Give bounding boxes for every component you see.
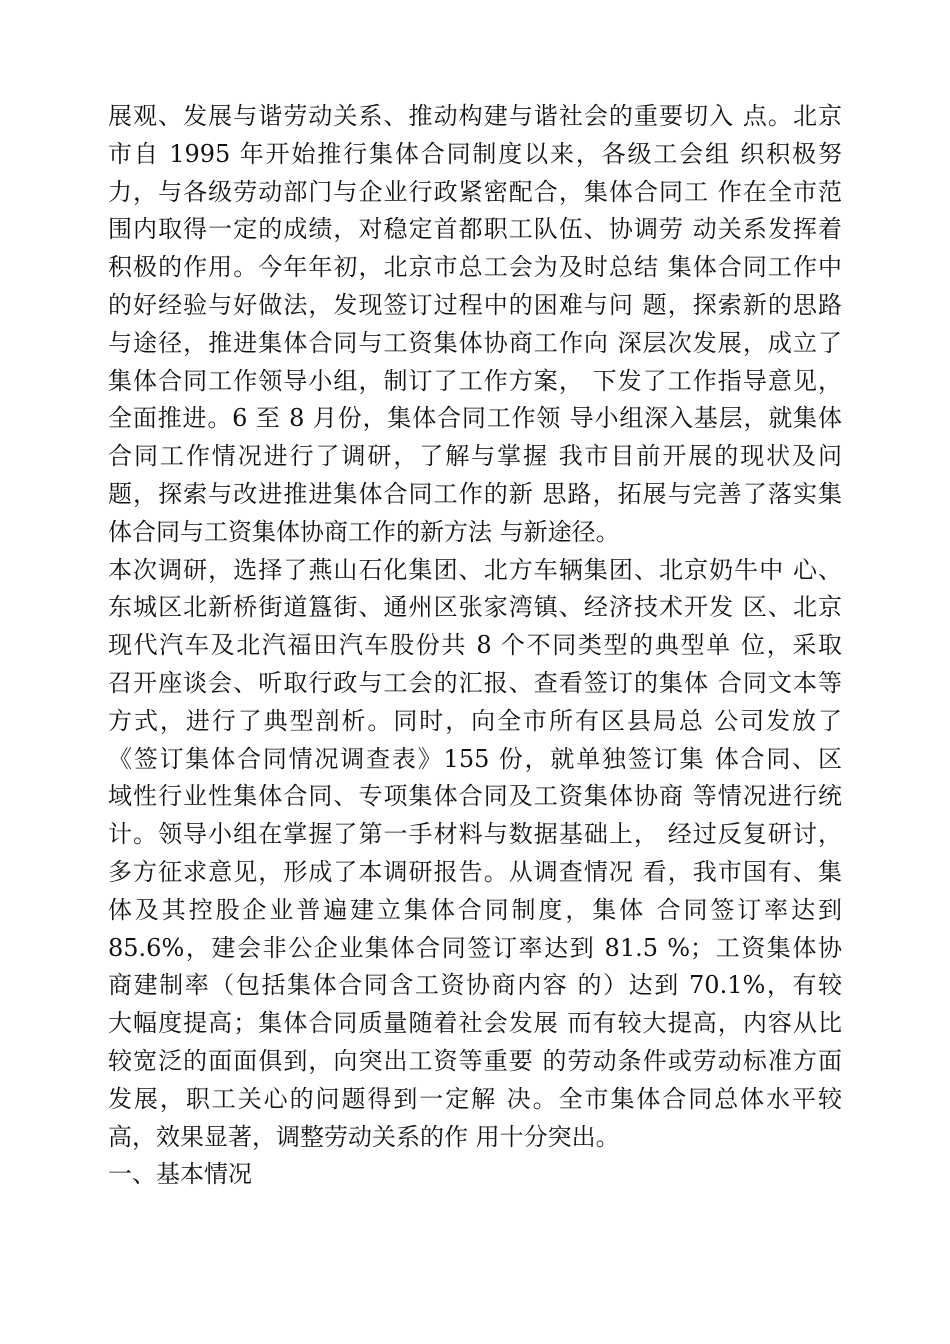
- text-line: 体及其控股企业普遍建立集体合同制度，集体 合同签订率达到: [108, 895, 842, 924]
- text-line: 发展，职工关心的问题得到一定解 决。全市集体合同总体水平较: [108, 1084, 842, 1113]
- text-line: 85.6%，建会非公企业集体合同签订率达到 81.5 %；工资集体协: [108, 933, 842, 962]
- text-line: 题，探索与改进推进集体合同工作的新 思路，拓展与完善了落实集: [108, 479, 842, 508]
- text-line: 东城区北新桥街道簋街、通州区张家湾镇、经济技术开发 区、北京: [108, 593, 842, 622]
- text-line: 较宽泛的面面俱到，向突出工资等重要 的劳动条件或劳动标准方面: [108, 1046, 842, 1075]
- text-line: 合同工作情况进行了调研，了解与掌握 我市目前开展的现状及问: [108, 442, 842, 471]
- text-line: 《签订集体合同情况调查表》155 份，就单独签订集 体合同、区: [108, 744, 842, 773]
- text-line: 大幅度提高；集体合同质量随着社会发展 而有较大提高，内容从比: [108, 1009, 842, 1038]
- text-line: 展观、发展与谐劳动关系、推动构建与谐社会的重要切入 点。北京: [108, 102, 842, 130]
- text-line: 本次调研，选择了燕山石化集团、北方车辆集团、北京奶牛中 心、: [108, 555, 842, 584]
- text-line: 方式，进行了典型剖析。同时，向全市所有区县局总 公司发放了: [108, 706, 842, 735]
- section-heading: 一、基本情况: [108, 1160, 252, 1189]
- text-line: 域性行业性集体合同、专项集体合同及工资集体协商 等情况进行统: [108, 782, 842, 811]
- text-line: 多方征求意见，形成了本调研报告。从调查情况 看，我市国有、集: [108, 857, 842, 886]
- text-line: 的好经验与好做法，发现签订过程中的困难与问 题，探索新的思路: [108, 290, 842, 319]
- document-body: [108, 98, 842, 1194]
- paragraph-2: [108, 552, 842, 1157]
- text-line: 市自 1995 年开始推行集体合同制度以来，各级工会组 织积极努: [108, 139, 842, 168]
- text-line: 商建制率（包括集体合同含工资协商内容 的）达到 70.1%，有较: [108, 971, 842, 1000]
- text-line: 现代汽车及北汽福田汽车股份共 8 个不同类型的典型单 位，采取: [108, 631, 842, 660]
- text-line: 召开座谈会、听取行政与工会的汇报、查看签订的集体 合同文本等: [108, 668, 842, 697]
- text-line: 计。领导小组在掌握了第一手材料与数据基础上， 经过反复研讨，: [108, 820, 842, 849]
- text-line: 与途径，推进集体合同与工资集体协商工作向 深层次发展，成立了: [108, 328, 842, 357]
- text-line: 集体合同工作领导小组，制订了工作方案， 下发了工作指导意见，: [108, 366, 842, 395]
- paragraph-1: [108, 98, 842, 552]
- text-line: 全面推进。6 至 8 月份，集体合同工作领 导小组深入基层，就集体: [108, 404, 842, 433]
- text-line: 高，效果显著，调整劳动关系的作 用十分突出。: [108, 1122, 620, 1151]
- text-line: 围内取得一定的成绩，对稳定首都职工队伍、协调劳 动关系发挥着: [108, 215, 842, 244]
- text-line: 力，与各级劳动部门与企业行政紧密配合，集体合同工 作在全市范: [108, 177, 842, 206]
- text-line: 体合同与工资集体协商工作的新方法 与新途径。: [108, 517, 620, 546]
- text-line: 积极的作用。今年年初，北京市总工会为及时总结 集体合同工作中: [108, 253, 842, 282]
